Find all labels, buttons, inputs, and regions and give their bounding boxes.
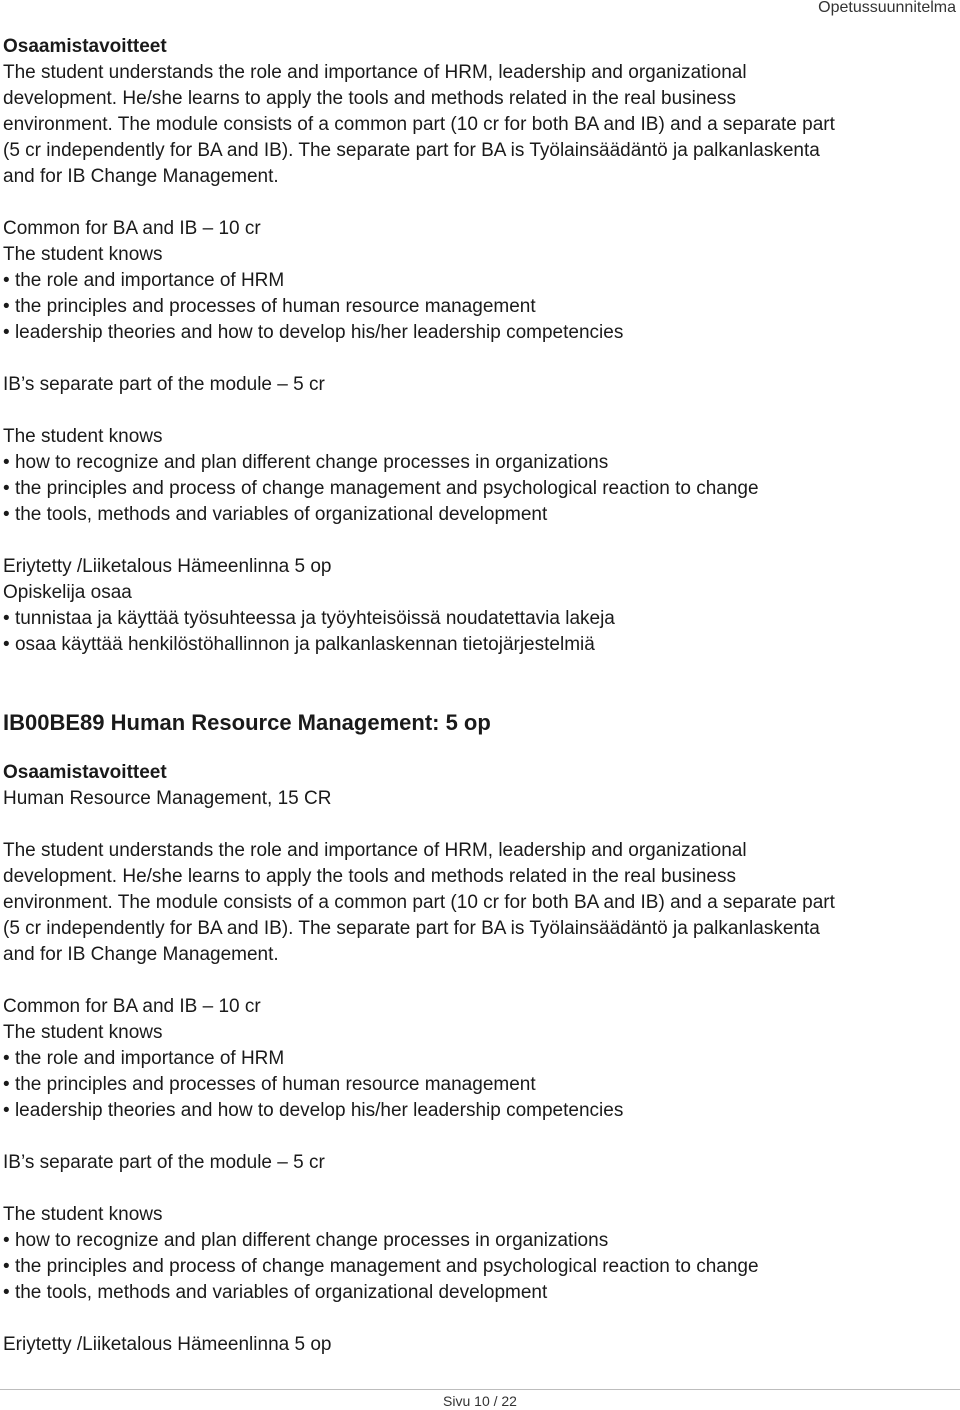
list-item: • the role and importance of HRM	[3, 268, 953, 294]
list-item: • osaa käyttää henkilöstöhallinnon ja palkanlaskennan tietojärjestelmiä	[3, 632, 953, 658]
intro-line: environment. The module consists of a common part (10 cr for both BA and IB) and a separate part	[3, 892, 835, 913]
page-content	[3, 34, 953, 1358]
student-knows-label: The student knows	[3, 1022, 163, 1043]
footer-divider	[0, 1389, 960, 1390]
intro-line: The student understands the role and importance of HRM, leadership and organizational	[3, 840, 747, 861]
learning-outcomes-heading: Osaamistavoitteet	[3, 36, 167, 57]
student-knows-label: The student knows	[3, 426, 163, 447]
student-knows-label: The student knows	[3, 1204, 163, 1225]
fi-part-heading: Eriytetty /Liiketalous Hämeenlinna 5 op	[3, 556, 332, 577]
intro-line: environment. The module consists of a common part (10 cr for both BA and IB) and a separate part	[3, 114, 835, 135]
module-title: IB00BE89 Human Resource Management: 5 op	[3, 710, 491, 735]
fi-part-heading: Eriytetty /Liiketalous Hämeenlinna 5 op	[3, 1334, 332, 1355]
student-can-label: Opiskelija osaa	[3, 582, 132, 603]
list-item: • the principles and process of change management and psychological reaction to change	[3, 1254, 953, 1280]
list-item: • leadership theories and how to develop his/her leadership competencies	[3, 1098, 953, 1124]
module-subtitle: Human Resource Management, 15 CR	[3, 788, 332, 809]
intro-line: development. He/she learns to apply the tools and methods related in the real business	[3, 88, 737, 109]
student-knows-label: The student knows	[3, 244, 163, 265]
intro-paragraph	[3, 60, 953, 190]
fi-part-list	[3, 606, 953, 658]
intro-line: (5 cr independently for BA and IB). The separate part for BA is Työlainsäädäntö ja palkanlaskenta	[3, 140, 820, 161]
list-item: • the tools, methods and variables of organizational development	[3, 502, 953, 528]
ib-part-list	[3, 450, 953, 528]
list-item: • how to recognize and plan different change processes in organizations	[3, 1228, 953, 1254]
intro-line: and for IB Change Management.	[3, 166, 279, 187]
page-number: Sivu 10 / 22	[443, 1393, 517, 1409]
list-item: • the principles and process of change management and psychological reaction to change	[3, 476, 953, 502]
list-item: • leadership theories and how to develop his/her leadership competencies	[3, 320, 953, 346]
common-part-list	[3, 268, 953, 346]
intro-line: The student understands the role and importance of HRM, leadership and organizational	[3, 62, 747, 83]
ib-part-heading: IB’s separate part of the module – 5 cr	[3, 374, 325, 395]
list-item: • tunnistaa ja käyttää työsuhteessa ja työyhteisöissä noudatettavia lakeja	[3, 606, 953, 632]
intro-line: and for IB Change Management.	[3, 944, 279, 965]
list-item: • the principles and processes of human resource management	[3, 294, 953, 320]
document-title: Opetussuunnitelma	[818, 0, 956, 16]
list-item: • the role and importance of HRM	[3, 1046, 953, 1072]
list-item: • the principles and processes of human resource management	[3, 1072, 953, 1098]
intro-line: (5 cr independently for BA and IB). The separate part for BA is Työlainsäädäntö ja palkanlaskenta	[3, 918, 820, 939]
common-part-heading: Common for BA and IB – 10 cr	[3, 996, 261, 1017]
intro-line: development. He/she learns to apply the tools and methods related in the real business	[3, 866, 737, 887]
ib-part-list	[3, 1228, 953, 1306]
list-item: • how to recognize and plan different change processes in organizations	[3, 450, 953, 476]
ib-part-heading: IB’s separate part of the module – 5 cr	[3, 1152, 325, 1173]
common-part-list	[3, 1046, 953, 1124]
learning-outcomes-heading: Osaamistavoitteet	[3, 762, 167, 783]
common-part-heading: Common for BA and IB – 10 cr	[3, 218, 261, 239]
intro-paragraph	[3, 838, 953, 968]
list-item: • the tools, methods and variables of organizational development	[3, 1280, 953, 1306]
